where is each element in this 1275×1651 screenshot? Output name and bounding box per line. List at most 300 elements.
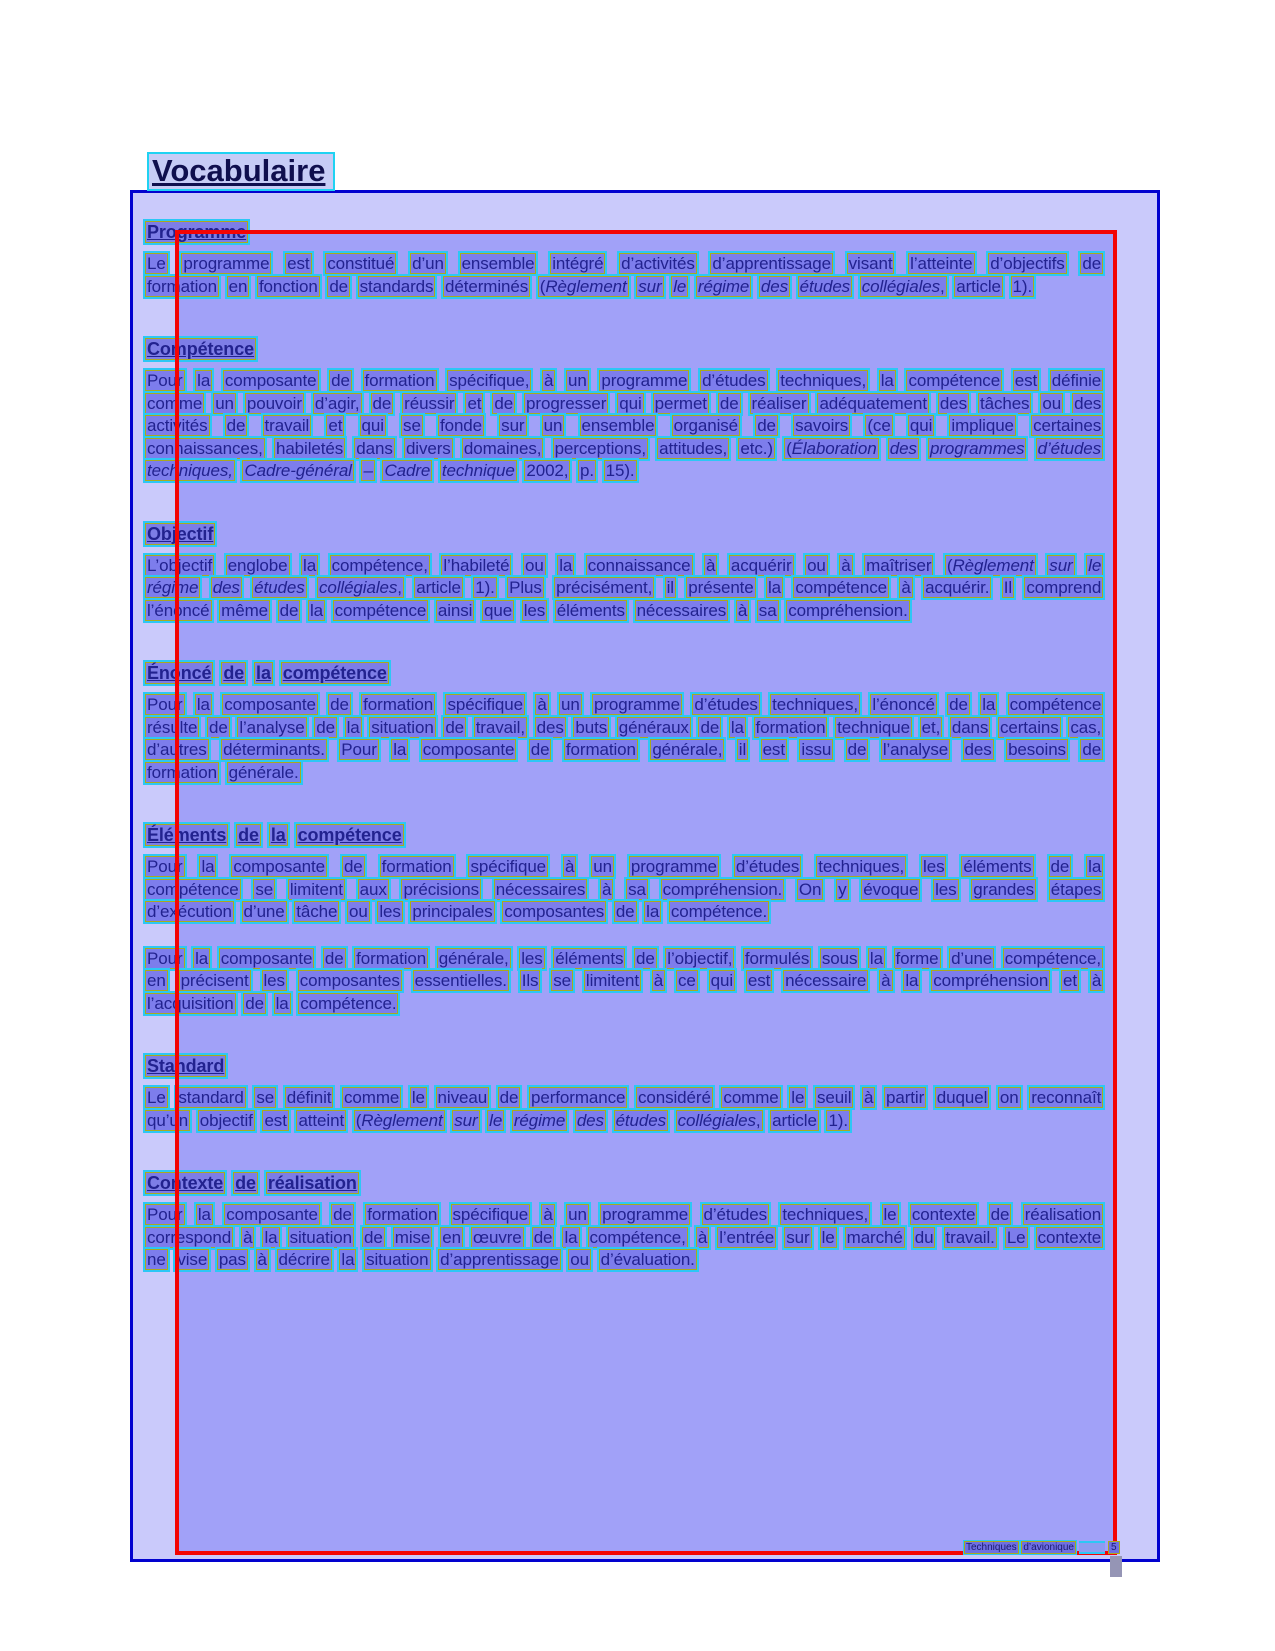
- word: de: [223, 663, 245, 683]
- word: implique: [951, 416, 1014, 435]
- word: limitent: [289, 879, 343, 899]
- word: (Règlement: [946, 555, 1034, 575]
- word: le: [883, 1205, 897, 1224]
- word: le: [791, 1088, 805, 1107]
- word: de: [343, 857, 363, 876]
- word: est: [287, 254, 310, 273]
- word: Le: [147, 254, 166, 273]
- word: se: [553, 971, 572, 990]
- word: la: [646, 902, 660, 921]
- word: à: [602, 879, 612, 899]
- word: Éléments: [147, 825, 227, 845]
- word: qui: [710, 971, 733, 990]
- word: y: [838, 879, 847, 899]
- word: résulte: [147, 717, 198, 737]
- word: aux: [359, 879, 387, 899]
- word: les: [923, 857, 945, 876]
- word: compétence,: [331, 555, 428, 575]
- word: la: [196, 695, 210, 714]
- word: qui: [361, 416, 384, 435]
- section-competence: [145, 338, 1103, 483]
- word: de: [330, 695, 349, 714]
- word: est: [1014, 371, 1038, 390]
- word: formation: [356, 948, 427, 968]
- word: atteint: [298, 1110, 345, 1130]
- word: composante: [226, 1205, 318, 1224]
- word: reconnaît: [1031, 1088, 1102, 1107]
- word: 15).: [605, 461, 635, 480]
- word: des: [964, 740, 992, 759]
- word: formation: [363, 695, 434, 714]
- word: d’activités: [621, 254, 695, 273]
- word: 2002,: [526, 461, 569, 480]
- word: la: [197, 371, 211, 390]
- word: spécifique,: [449, 371, 530, 390]
- word: dans: [951, 717, 989, 737]
- word: correspond: [147, 1227, 232, 1247]
- word: l’entrée: [719, 1227, 775, 1247]
- word: spécifique: [452, 1205, 529, 1224]
- word: à: [257, 1250, 267, 1269]
- word: le: [1088, 555, 1102, 575]
- word: technique: [837, 717, 910, 737]
- word: les: [263, 971, 285, 990]
- word: un: [568, 371, 587, 390]
- word: situation: [371, 717, 434, 737]
- word: un: [560, 695, 580, 714]
- word: définie: [1051, 371, 1102, 390]
- word: la: [195, 948, 209, 968]
- paragraph: [145, 555, 1103, 623]
- word: organisé: [673, 416, 739, 435]
- word: éléments: [963, 857, 1032, 876]
- word: à: [653, 971, 664, 990]
- word: la: [275, 993, 289, 1013]
- word: d’apprentissage: [440, 1250, 559, 1269]
- word: l’analyse: [882, 740, 949, 759]
- word: compétence.: [300, 993, 397, 1013]
- word: les: [521, 948, 543, 968]
- word: d’autres: [147, 740, 207, 759]
- word: performance: [531, 1088, 626, 1107]
- section-objectif: [145, 523, 1103, 623]
- word: d’évaluation.: [600, 1250, 695, 1269]
- word: se: [256, 1088, 275, 1107]
- word: à: [706, 555, 716, 575]
- word: connaissances,: [147, 438, 263, 458]
- word: de: [1082, 740, 1102, 759]
- document-title-highlight: [147, 152, 335, 191]
- word: nécessaires: [495, 879, 586, 899]
- word: –: [363, 461, 373, 480]
- word: objectif: [199, 1110, 253, 1130]
- word: visant: [848, 254, 893, 273]
- word: etc.): [740, 438, 773, 458]
- word: composante: [224, 695, 316, 714]
- word: et: [467, 393, 482, 413]
- word: sa: [758, 600, 777, 620]
- word: des: [1074, 393, 1102, 413]
- word: de: [208, 717, 228, 737]
- word: la: [905, 971, 919, 990]
- word: domaines,: [463, 438, 542, 458]
- word: considéré: [637, 1088, 711, 1107]
- word: Ils: [521, 971, 539, 990]
- word: d’une: [243, 902, 285, 921]
- word: de: [316, 717, 335, 737]
- word: compréhension: [933, 971, 1049, 990]
- word: des: [760, 276, 789, 296]
- word: article: [956, 276, 1001, 296]
- word: sur: [638, 276, 662, 296]
- paragraph: [145, 948, 1103, 1016]
- word: générale.: [228, 762, 299, 782]
- word: ne: [147, 1250, 166, 1269]
- word: définit: [286, 1088, 332, 1107]
- word: marché: [846, 1227, 903, 1247]
- word: comme: [147, 393, 203, 413]
- word: contexte: [1037, 1227, 1102, 1247]
- word: situation: [289, 1227, 352, 1247]
- word: qui: [909, 416, 933, 435]
- word: de: [333, 1205, 352, 1224]
- word: réalisation: [267, 1173, 357, 1193]
- word: déterminants.: [223, 740, 325, 759]
- word: article: [772, 1110, 817, 1130]
- word: de: [279, 600, 299, 620]
- word: et: [1063, 971, 1077, 990]
- word: programme: [594, 695, 681, 714]
- section-contexte-de-realisation: [145, 1172, 1103, 1272]
- word: 1).: [828, 1110, 848, 1130]
- word: composante: [220, 948, 313, 968]
- word: la: [346, 717, 360, 737]
- paragraph: [145, 856, 1103, 924]
- word: d’études: [735, 857, 800, 876]
- word: d’objectifs: [990, 254, 1065, 273]
- word: compétence: [147, 879, 239, 899]
- word: formation: [147, 762, 217, 782]
- word: formation: [565, 740, 636, 759]
- word: œuvre: [473, 1227, 522, 1247]
- word: de: [719, 393, 739, 413]
- word: ou: [524, 555, 544, 575]
- word: précisément,: [556, 578, 653, 597]
- footer-word: d’avionique: [1023, 1542, 1074, 1554]
- word: compétence.: [670, 902, 768, 921]
- word: situation: [366, 1250, 429, 1269]
- word: à: [841, 555, 851, 575]
- word: compétence: [282, 663, 387, 683]
- word: est: [747, 971, 771, 990]
- word: compétence: [297, 825, 402, 845]
- word: Énoncé: [147, 663, 212, 683]
- word: de: [636, 948, 655, 968]
- word: sur: [786, 1227, 810, 1247]
- word: d’études: [703, 1205, 767, 1224]
- word: études: [254, 578, 305, 597]
- word: on: [999, 1088, 1019, 1107]
- word: techniques,: [782, 1205, 869, 1224]
- word: se: [255, 879, 274, 899]
- word: de: [245, 993, 264, 1013]
- word: technique: [441, 461, 515, 480]
- word: savoirs: [795, 416, 849, 435]
- word: connaissance: [587, 555, 691, 575]
- word: d’études: [702, 371, 766, 390]
- word: la: [197, 1205, 211, 1224]
- word: de: [530, 740, 550, 759]
- word: Cadre: [384, 461, 431, 480]
- word: collégiales,: [318, 578, 402, 597]
- word: compétence: [1009, 695, 1102, 714]
- word: comme: [344, 1088, 400, 1107]
- word: progresser: [526, 393, 607, 413]
- word: un: [568, 1205, 587, 1224]
- word: acquérir: [730, 555, 792, 575]
- word: qui: [619, 393, 642, 413]
- section-heading: [145, 338, 1103, 361]
- word: Standard: [147, 1056, 225, 1076]
- word: pouvoir: [246, 393, 302, 413]
- word: formation: [147, 276, 217, 296]
- word: de: [331, 371, 350, 390]
- word: ainsi: [437, 600, 473, 620]
- word: générale,: [652, 740, 723, 759]
- word: sur: [501, 416, 525, 435]
- word: régime: [697, 276, 750, 296]
- content-area: [145, 221, 1103, 1296]
- word: grandes: [973, 879, 1035, 899]
- word: à: [1091, 971, 1102, 990]
- section-enonce-de-la-competence: [145, 662, 1103, 784]
- word: la: [559, 555, 573, 575]
- word: de: [615, 902, 635, 921]
- word: Le: [1006, 1227, 1026, 1247]
- word: certaines: [1033, 416, 1102, 435]
- word: p.: [580, 461, 595, 480]
- word: que: [483, 600, 513, 620]
- word: déterminés: [445, 276, 529, 296]
- word: activités: [147, 416, 208, 435]
- word: il: [738, 740, 747, 759]
- word: partir: [886, 1088, 925, 1107]
- word: d’études: [694, 695, 758, 714]
- word: (Élaboration: [786, 438, 877, 458]
- word: article: [416, 578, 461, 597]
- word: composante: [422, 740, 515, 759]
- word: un: [593, 857, 612, 876]
- word: l’habileté: [443, 555, 510, 575]
- word: programme: [601, 371, 688, 390]
- word: il: [666, 578, 674, 597]
- word: régime: [513, 1110, 566, 1130]
- word: d’apprentissage: [712, 254, 831, 273]
- section-standard: [145, 1055, 1103, 1132]
- word: compétence: [334, 600, 427, 620]
- word: en: [442, 1227, 462, 1247]
- word: besoins: [1008, 740, 1066, 759]
- word: habiletés: [275, 438, 344, 458]
- paragraph: [145, 694, 1103, 784]
- word: d’un: [412, 254, 444, 273]
- word: techniques,: [147, 461, 233, 480]
- word: la: [1088, 857, 1102, 876]
- word: mise: [394, 1227, 431, 1247]
- word: travail.: [945, 1227, 995, 1247]
- word: le: [411, 1088, 425, 1107]
- word: des: [536, 717, 564, 737]
- word: composante: [224, 371, 317, 390]
- word: la: [393, 740, 407, 759]
- section-programme: [145, 221, 1103, 298]
- word: Programme: [147, 222, 247, 242]
- section-heading: [145, 1172, 1103, 1195]
- word: Pour: [147, 1205, 183, 1224]
- word: évoque: [863, 879, 919, 899]
- word: Le: [147, 1088, 166, 1107]
- word: les: [935, 879, 957, 899]
- word: L’objectif: [147, 555, 213, 575]
- word: permet: [654, 393, 707, 413]
- word: formation: [381, 857, 452, 876]
- footer-highlight-strip: [1079, 1541, 1105, 1554]
- word: composantes: [504, 902, 605, 921]
- word: compétence: [908, 371, 1001, 390]
- word: de: [372, 393, 392, 413]
- word: le: [821, 1227, 835, 1247]
- word: issu: [801, 740, 832, 759]
- word: travail: [264, 416, 310, 435]
- word: la: [341, 1250, 355, 1269]
- word: Pour: [341, 740, 377, 759]
- document-title: Vocabulaire: [152, 153, 326, 188]
- word: à: [544, 371, 554, 390]
- word: le: [673, 276, 687, 296]
- word: spécifique: [447, 695, 523, 714]
- word: divers: [405, 438, 451, 458]
- word: les: [379, 902, 401, 921]
- word: du: [914, 1227, 934, 1247]
- word: dans: [356, 438, 393, 458]
- word: ou: [570, 1250, 590, 1269]
- word: duquel: [936, 1088, 988, 1107]
- word: nécessaire: [785, 971, 867, 990]
- word: la: [270, 825, 286, 845]
- word: sous: [821, 948, 858, 968]
- word: composante: [233, 857, 326, 876]
- word: standards: [359, 276, 434, 296]
- word: se: [403, 416, 421, 435]
- word: étapes: [1050, 879, 1102, 899]
- word: à: [737, 600, 748, 620]
- word: compétence,: [1004, 948, 1101, 968]
- section-heading: [145, 662, 1103, 685]
- word: Contexte: [147, 1173, 224, 1193]
- word: généraux: [618, 717, 689, 737]
- word: la: [768, 578, 782, 597]
- word: la: [309, 600, 324, 620]
- word: programme: [630, 857, 717, 876]
- word: travail,: [475, 717, 525, 737]
- word: formation: [755, 717, 826, 737]
- word: Compétence: [147, 339, 255, 359]
- word: la: [869, 948, 883, 968]
- page-footer: [964, 1541, 1120, 1554]
- word: Pour: [147, 948, 183, 968]
- word: la: [256, 663, 271, 683]
- word: techniques,: [772, 695, 859, 714]
- word: à: [243, 1227, 253, 1247]
- word: études: [615, 1110, 667, 1130]
- word: de: [329, 276, 349, 296]
- word: programme: [602, 1205, 689, 1224]
- word: générale,: [438, 948, 509, 968]
- word: ou: [1042, 393, 1062, 413]
- word: programme: [183, 254, 270, 273]
- word: est: [264, 1110, 287, 1130]
- word: un: [543, 416, 563, 435]
- word: de: [949, 695, 968, 714]
- word: à: [543, 1205, 553, 1224]
- word: l’objectif,: [667, 948, 733, 968]
- word: les: [523, 600, 546, 620]
- word: acquérir.: [925, 578, 990, 597]
- word: en: [147, 971, 166, 990]
- section-heading: [145, 824, 1103, 847]
- word: des: [576, 1110, 604, 1130]
- word: la: [982, 695, 996, 714]
- word: des: [889, 438, 917, 458]
- word: de: [1082, 254, 1102, 273]
- word: et,: [921, 717, 941, 737]
- word: de: [324, 948, 344, 968]
- section-elements-de-la-competence: [145, 824, 1103, 1015]
- word: formation: [367, 1205, 438, 1224]
- word: Cadre-général: [244, 461, 352, 480]
- word: l’atteinte: [910, 254, 973, 273]
- word: de: [235, 1173, 256, 1193]
- word: à: [864, 1088, 874, 1107]
- word: éléments: [556, 600, 625, 620]
- gray-marker: [1110, 1556, 1122, 1577]
- word: contexte: [911, 1205, 976, 1224]
- word: l’acquisition: [147, 993, 234, 1013]
- word: de: [990, 1205, 1010, 1224]
- word: de: [238, 825, 259, 845]
- section-heading: [145, 221, 1103, 244]
- word: la: [880, 371, 894, 390]
- footer-word: Techniques: [966, 1542, 1017, 1554]
- word: éléments: [555, 948, 624, 968]
- word: des: [212, 578, 240, 597]
- word: la: [303, 555, 317, 575]
- word: l’énoncé: [872, 695, 935, 714]
- word: d’agir,: [314, 393, 360, 413]
- word: sur: [454, 1110, 478, 1130]
- word: principales: [412, 902, 493, 921]
- word: 1).: [475, 578, 495, 597]
- word: fonde: [439, 416, 483, 435]
- word: fonction: [258, 276, 318, 296]
- word: décrire: [278, 1250, 330, 1269]
- word: ou: [348, 902, 368, 921]
- word: et: [328, 416, 343, 435]
- word: intégré: [552, 254, 604, 273]
- word: réaliser: [751, 393, 807, 413]
- word: ou: [807, 555, 826, 575]
- word: ensemble: [461, 254, 535, 273]
